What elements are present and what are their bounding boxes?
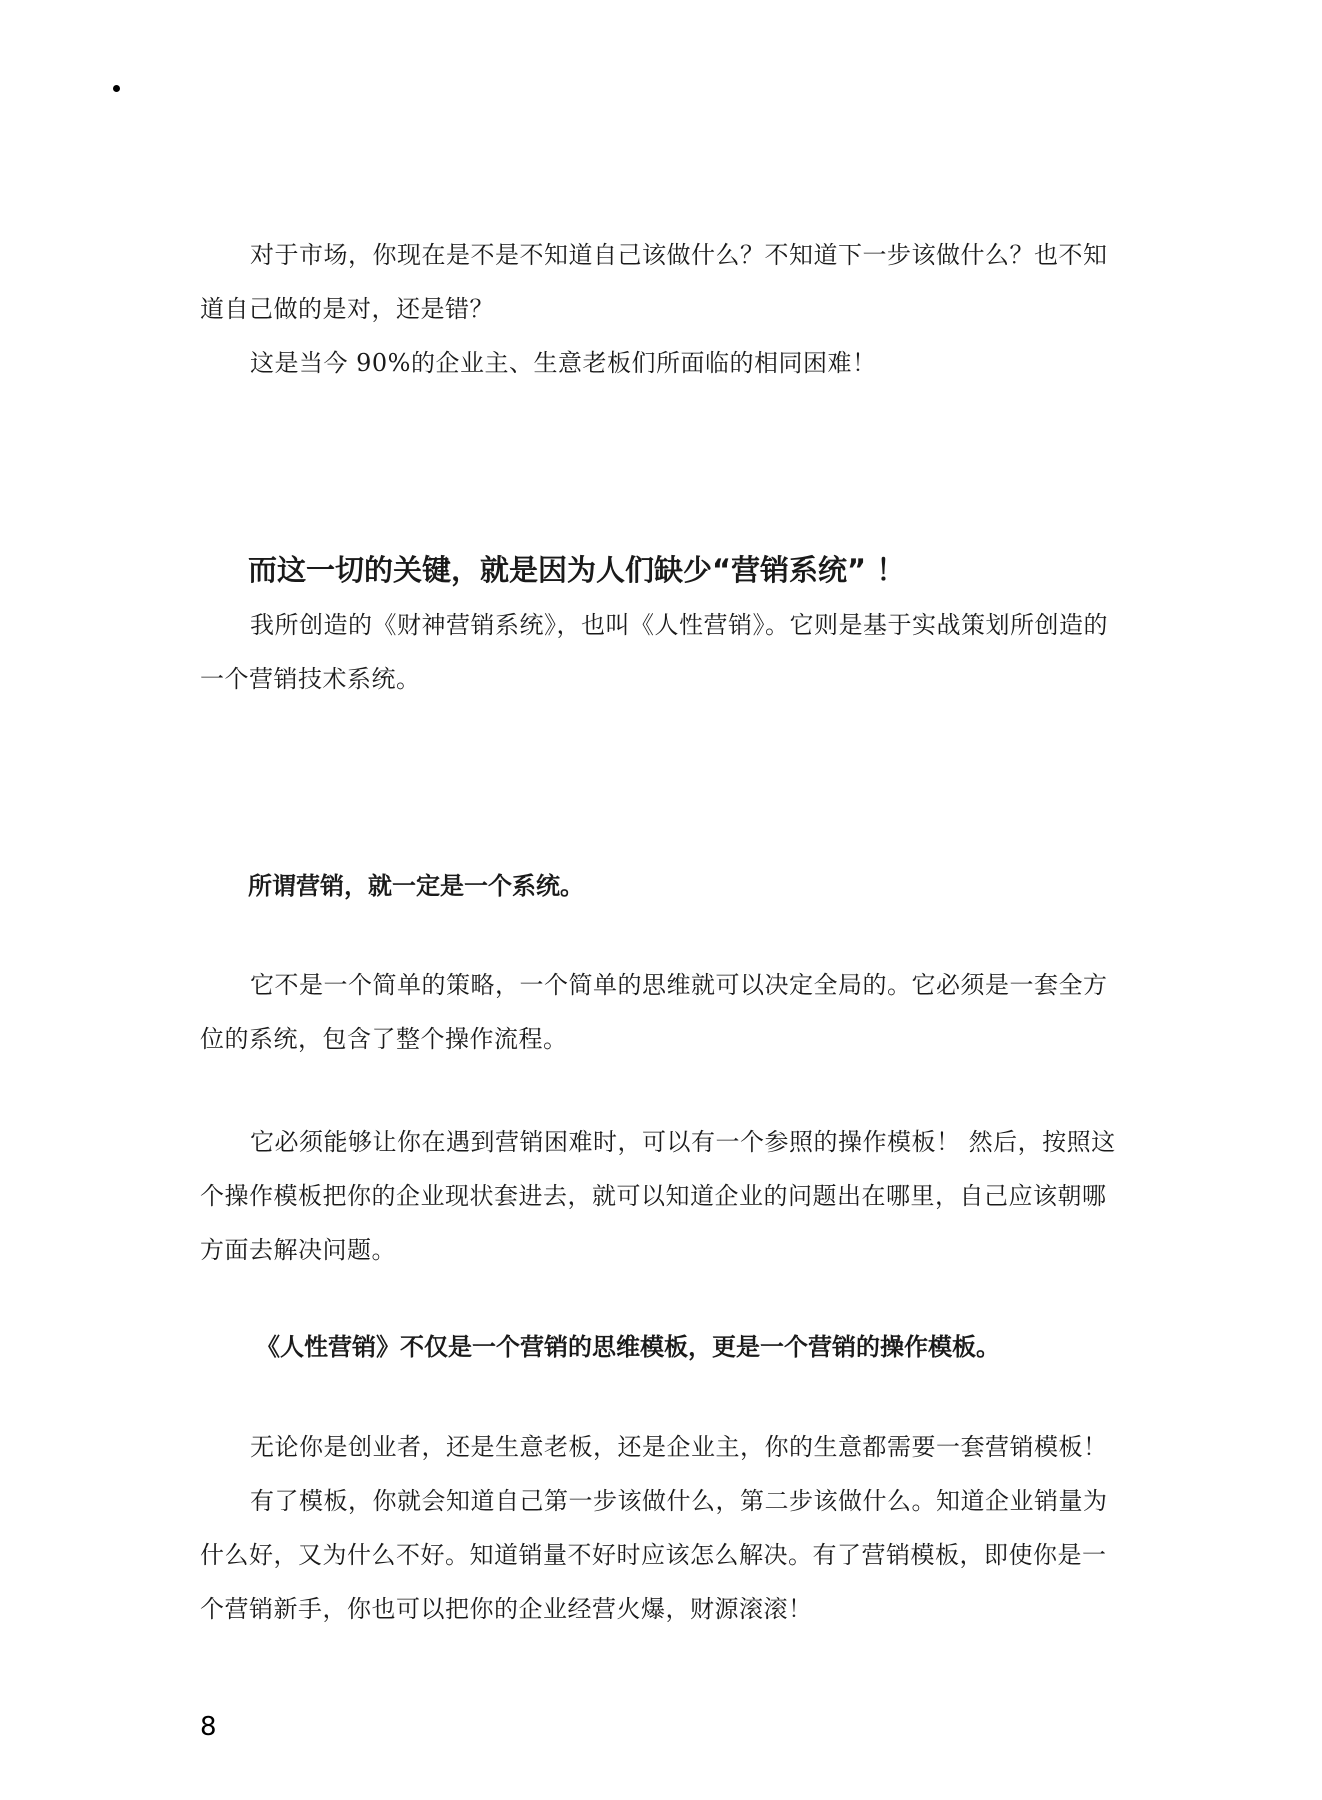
template-section <box>200 1115 1120 1277</box>
paragraph-system-intro: 我所创造的《财神营销系统》，也叫《人性营销》。它则是基于实战策划所创造的一个营销技术系统。 <box>200 611 1108 693</box>
key-section <box>200 550 1120 706</box>
system-section <box>200 866 1120 906</box>
paragraph-full-system: 它不是一个简单的策略，一个简单的思维就可以决定全局的。它必须是一套全方位的系统，包含了整个操作流程。 <box>200 971 1108 1053</box>
closing-section <box>200 1420 1120 1636</box>
paragraph-template-reference: 它必须能够让你在遇到营销困难时，可以有一个参照的操作模板！ 然后，按照这个操作模板把你的企业现状套进去，就可以知道企业的问题出在哪里，自己应该朝哪方面去解决问题。 <box>200 1128 1116 1264</box>
heading-thinking-template: 《人性营销》不仅是一个营销的思维模板，更是一个营销的操作模板。 <box>256 1333 1000 1361</box>
strategy-section <box>200 958 1120 1066</box>
speck-mark <box>113 85 120 92</box>
heading-marketing-is-system: 所谓营销，就一定是一个系统。 <box>248 872 584 900</box>
intro-section <box>200 228 1120 390</box>
paragraph-everyone-needs: 无论你是创业者，还是生意老板，还是企业主，你的生意都需要一套营销模板！ <box>250 1433 1108 1461</box>
page-number: 8 <box>200 1712 217 1742</box>
heading-marketing-system: 而这一切的关键，就是因为人们缺少“营销系统” ！ <box>248 553 906 587</box>
paragraph-with-template: 有了模板，你就会知道自己第一步该做什么，第二步该做什么。知道企业销量为什么好，又为什么不好。知道销量不好时应该怎么解决。有了营销模板，即使你是一个营销新手，你也可以把你的企业经营火爆，财源滚滚！ <box>200 1487 1108 1623</box>
template-heading-section <box>200 1327 1120 1367</box>
paragraph-market-question: 对于市场，你现在是不是不知道自己该做什么？不知道下一步该做什么？也不知道自己做的是对，还是错？ <box>200 241 1108 323</box>
paragraph-statistic: 这是当今 90%的企业主、生意老板们所面临的相同困难！ <box>250 349 877 377</box>
